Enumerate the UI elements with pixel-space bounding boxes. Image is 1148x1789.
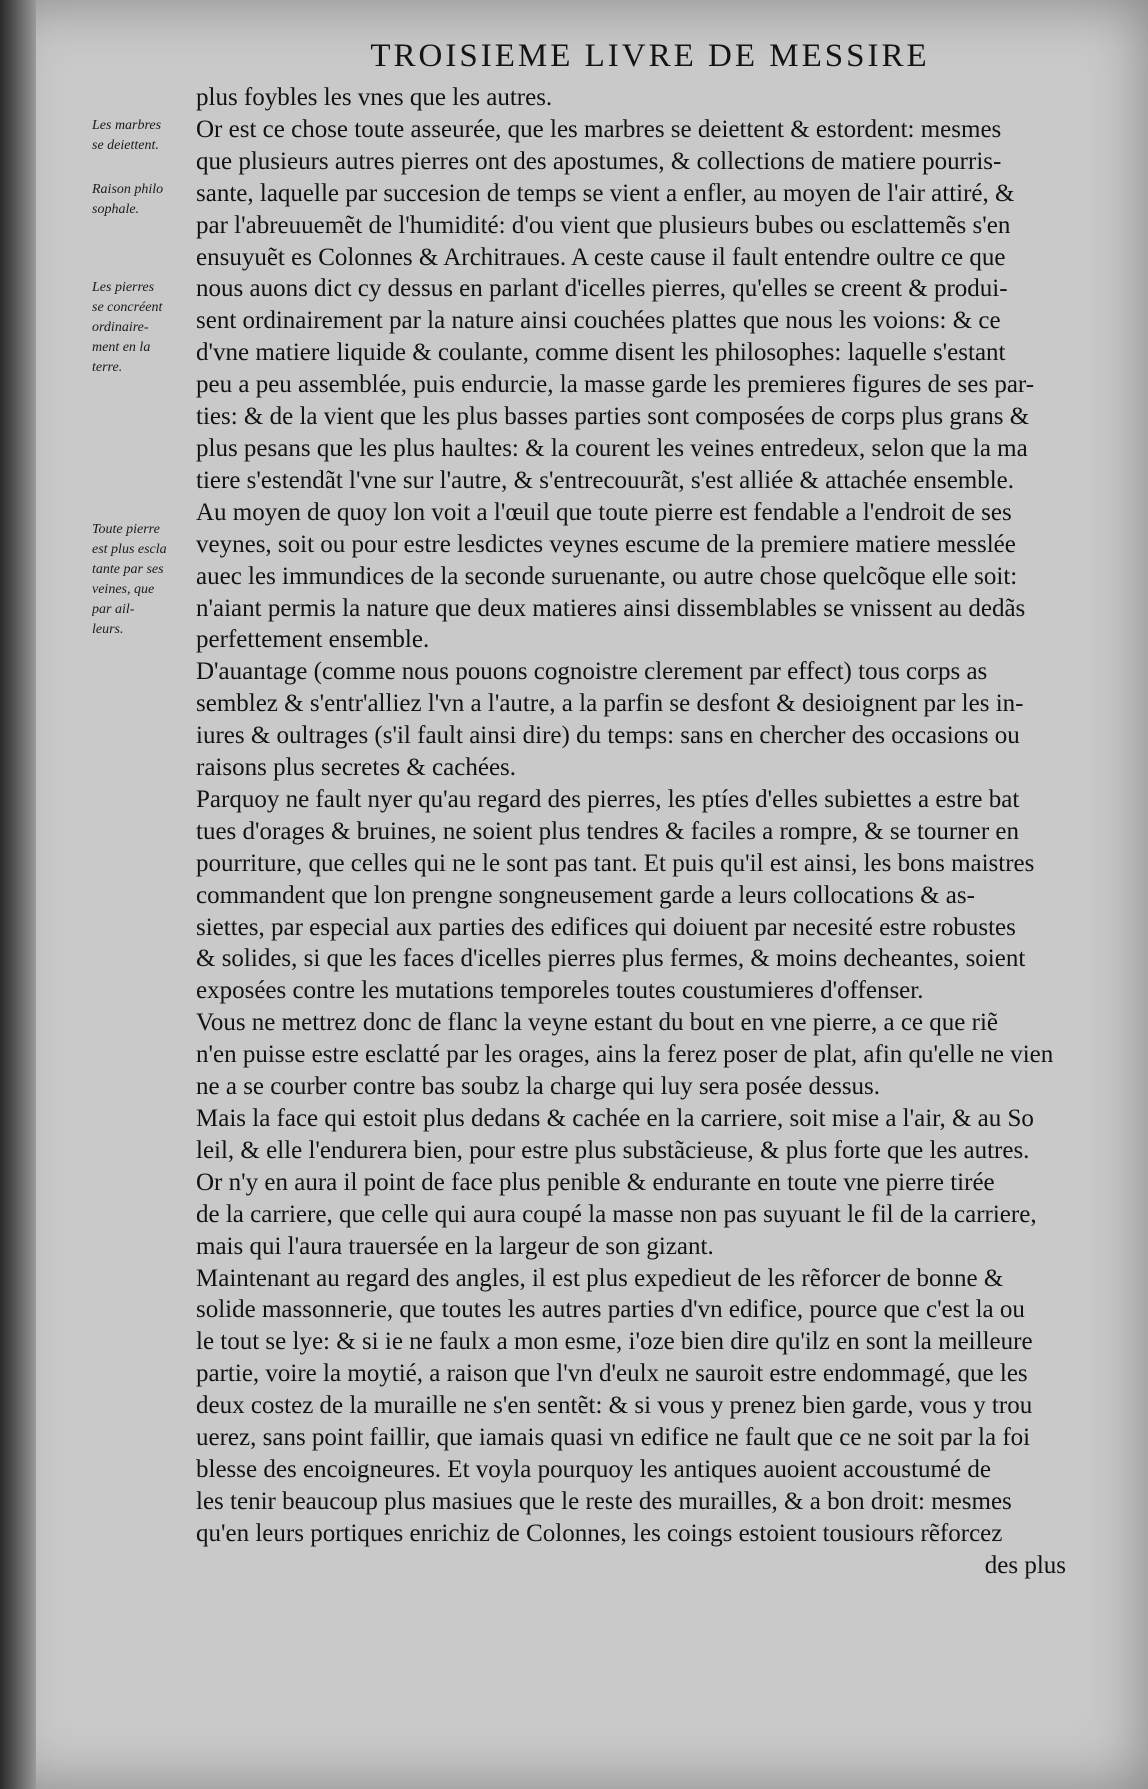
marginal-note-line: Les pierres (92, 280, 155, 295)
catchword: des plus (984, 1551, 1066, 1579)
text-line: auec les immundices de la seconde suruenante, ou autre chose quelcõque elle soit: (196, 562, 1018, 590)
text-line: de la carriere, que celle qui aura coupé la masse non pas suyuant le fil de la carriere, (196, 1200, 1037, 1228)
paragraph (196, 784, 1066, 1007)
marginal-note-line: veines, que (92, 582, 155, 597)
text-line: que plusieurs autres pierres ont des apostumes, & collections de matiere pourris- (196, 147, 1002, 175)
text-line: qu'en leurs portiques enrichiz de Colonnes, les coings estoient tousiours rẽforcez (196, 1519, 1003, 1547)
text-line: leil, & elle l'endurera bien, pour estre plus substãcieuse, & plus forte que les autres. (196, 1136, 1030, 1164)
text-line: sent ordinairement par la nature ainsi couchées plattes que nous les voions: & ce (196, 307, 1001, 335)
text-line: ensuyuẽt es Colonnes & Architraues. A ceste cause il fault entendre oultre ce que (196, 243, 1006, 271)
text-line: mais qui l'aura trauersée en la largeur de son gizant. (196, 1232, 714, 1260)
text-line: Maintenant au regard des angles, il est plus expedieut de les rẽforcer de bonne & (196, 1264, 1004, 1292)
text-line: les tenir beaucoup plus masiues que le reste des murailles, & a bon droit: mesmes (196, 1487, 1012, 1515)
text-line: solide massonnerie, que toutes les autres parties d'vn edifice, pource que c'est la ou (196, 1296, 1025, 1324)
text-line: veynes, soit ou pour estre lesdictes veynes escume de la premiere matiere messlée (196, 530, 1016, 558)
running-header: TROISIEME LIVRE DE MESSIRE (370, 38, 930, 74)
text-line: par l'abreuuemẽt de l'humidité: d'ou vient que plusieurs bubes ou esclattemẽs s'en (196, 211, 1011, 239)
text-line: nous auons dict cy dessus en parlant d'icelles pierres, qu'elles se creent & produi- (196, 275, 1008, 303)
text-line: Parquoy ne fault nyer qu'au regard des pierres, les ptíes d'elles subiettes a estre bat (196, 785, 1020, 813)
paragraph (196, 497, 1066, 657)
text-line: exposées contre les mutations temporeles toutes coustumieres d'offenser. (196, 977, 924, 1005)
text-line: Vous ne mettrez donc de flanc la veyne estant du bout en vne pierre, a ce que riẽ (196, 1009, 998, 1037)
text-line: raisons plus secretes & cachées. (196, 754, 517, 782)
marginal-note-line: ordinaire- (92, 320, 149, 335)
text-line: semblez & s'entr'alliez l'vn a l'autre, a la parfin se desfont & desioignent par les in- (196, 690, 1024, 718)
text-line: commandent que lon prengne songneusement garde a leurs collocations & as- (196, 881, 975, 909)
marginal-note-line: sophale. (92, 202, 140, 217)
text-line: plus foybles les vnes que les autres. (196, 84, 553, 111)
text-line: pourriture, que celles qui ne le sont pas tant. Et puis qu'il est ainsi, les bons maistres (196, 849, 1035, 877)
text-line: peu a peu assemblée, puis endurcie, la masse garde les premieres figures de ses par- (196, 371, 1035, 399)
marginal-note-line: Raison philo (92, 182, 164, 197)
text-line: tues d'orages & bruines, ne soient plus tendres & faciles a rompre, & se tourner en (196, 817, 1020, 845)
text-line: D'auantage (comme nous pouons cognoistre clerement par effect) tous corps as (196, 658, 988, 686)
text-line: tiere s'estendãt l'vne sur l'autre, & s'entrecouurãt, s'est alliée & attachée ensemble. (196, 466, 1015, 494)
marginal-note-line: se concréent (92, 300, 163, 315)
marginal-note-line: Toute pierre (92, 522, 160, 537)
paragraph (196, 82, 1066, 497)
paragraph (196, 1103, 1066, 1263)
marginal-note-line: est plus escla (92, 542, 167, 557)
paragraph (196, 656, 1066, 784)
text-line: sante, laquelle par succesion de temps se vient a enfler, au moyen de l'air attiré, & (196, 179, 1015, 207)
text-line: blesse des encoigneures. Et voyla pourquoy les antiques auoient accoustumé de (196, 1455, 991, 1483)
marginal-note-line: leurs. (92, 622, 124, 637)
text-line: siettes, par especial aux parties des edifices qui doiuent par necesité estre robustes (196, 913, 1016, 941)
text-line: n'aiant permis la nature que deux matieres ainsi dissemblables se vnissent au dedãs (196, 594, 1026, 622)
marginal-note (92, 180, 196, 220)
paragraph (196, 1007, 1066, 1103)
text-line: Au moyen de quoy lon voit a l'œuil que toute pierre est fendable a l'endroit de ses (196, 498, 1012, 526)
marginal-note (92, 520, 196, 640)
marginal-note-line: se deiettent. (92, 138, 159, 153)
text-line: Mais la face qui estoit plus dedans & cachée en la carriere, soit mise a l'air, & au So (196, 1105, 1034, 1132)
marginal-note-line: terre. (92, 360, 123, 375)
marginal-note-line: par ail- (92, 602, 135, 617)
text-line: & solides, si que les faces d'icelles pierres plus fermes, & moins decheantes, soient (196, 945, 1026, 973)
text-line: partie, voire la moytié, a raison que l'vn d'eulx ne sauroit estre endommagé, que les (196, 1360, 1028, 1388)
text-line: le tout se lye: & si ie ne faulx a mon esme, i'oze bien dire qu'ilz en sont la meilleure (196, 1328, 1033, 1356)
text-line: Or n'y en aura il point de face plus penible & endurante en toute vne pierre tirée (196, 1168, 995, 1196)
paragraph (196, 1263, 1066, 1582)
text-line: iures & oultrages (s'il fault ainsi dire) du temps: sans en chercher des occasions ou (196, 722, 1020, 750)
text-line: d'vne matiere liquide & coulante, comme disent les philosophes: laquelle s'estant (196, 339, 1006, 367)
text-line: deux costez de la muraille ne s'en sentẽt: & si vous y prenez bien garde, vous y trou (196, 1392, 1033, 1420)
text-line: uerez, sans point faillir, que iamais quasi vn edifice ne fault que ce ne soit par la foi (196, 1424, 1031, 1452)
body-text (196, 82, 1066, 1582)
text-line: ne a se courber contre bas soubz la charge qui luy sera posée dessus. (196, 1073, 881, 1101)
page-gutter-edge (0, 0, 36, 1789)
marginal-note-line: ment en la (92, 340, 151, 355)
text-line: ties: & de la vient que les plus basses parties sont composées de corps plus grans & (196, 403, 1030, 431)
text-line: Or est ce chose toute asseurée, que les marbres se deiettent & estordent: mesmes (196, 115, 1002, 143)
marginal-note-line: Les marbres (92, 118, 162, 133)
marginal-note (92, 116, 196, 156)
marginal-note (92, 278, 196, 378)
text-line: n'en puisse estre esclatté par les orages, ains la ferez poser de plat, afin qu'elle ne vien (196, 1041, 1054, 1069)
text-line: plus pesans que les plus haultes: & la courent les veines entredeux, selon que la ma (196, 434, 1028, 462)
text-line: perfettement ensemble. (196, 626, 430, 654)
marginal-note-line: tante par ses (92, 562, 164, 577)
